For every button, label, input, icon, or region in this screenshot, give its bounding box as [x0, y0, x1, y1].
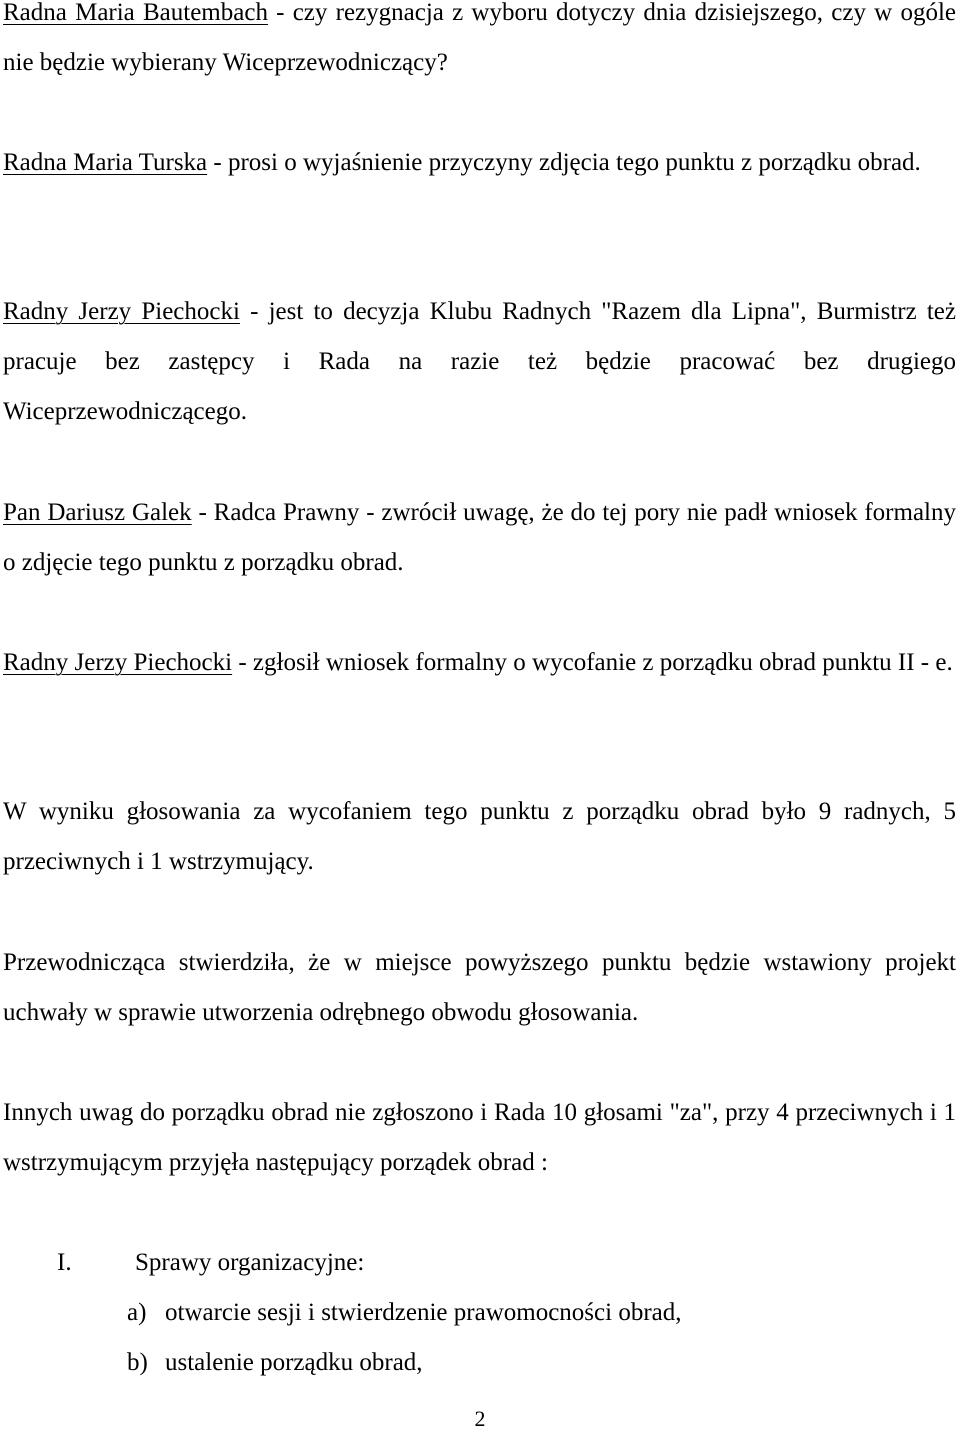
paragraph-text: W wyniku głosowania za wycofaniem tego punktu z porządku obrad było 9 radnych, 5 przeciwnych i 1 wstrzymujący.: [3, 798, 956, 875]
paragraph-agenda-adoption: [3, 1088, 956, 1188]
agenda-section-number: I.: [57, 1249, 72, 1276]
speaker-name: Radna Maria Turska: [3, 149, 208, 176]
paragraph-turska: [3, 138, 956, 188]
paragraph-text: Przewodnicząca stwierdziła, że w miejsce powyższego punktu będzie wstawiony projekt uchwały w sprawie utworzenia odrębnego obwodu głosowania.: [3, 949, 956, 1026]
paragraph-piechocki-2: [3, 638, 956, 688]
paragraph-piechocki-1: [3, 287, 956, 437]
paragraph-galek: [3, 488, 956, 588]
speaker-name: Radna Maria Bautembach: [3, 0, 268, 26]
paragraph-text: - czy rezygnacja z wyboru dotyczy dnia dzisiejszego, czy w ogóle nie będzie wybierany Wiceprzewodniczący?: [3, 0, 956, 76]
paragraph-text: - zgłosił wniosek formalny o wycofanie z porządku obrad punktu II - e.: [232, 649, 953, 676]
paragraph-text: Innych uwag do porządku obrad nie zgłoszono i Rada 10 głosami "za", przy 4 przeciwnych i 1 wstrzymującym przyjęła następujący porządek obrad :: [3, 1099, 956, 1176]
paragraph-voting-result: [3, 787, 956, 887]
agenda-section-title: Sprawy organizacyjne:: [135, 1249, 365, 1276]
page-number: 2: [474, 1406, 486, 1431]
agenda-item-letter: a): [127, 1299, 147, 1326]
agenda-item-text: otwarcie sesji i stwierdzenie prawomocności obrad,: [165, 1299, 682, 1326]
agenda-item-text: ustalenie porządku obrad,: [165, 1349, 423, 1376]
paragraph-text: - jest to decyzja Klubu Radnych "Razem dla Lipna", Burmistrz też pracuje bez zastępcy i Rada na razie też będzie pracować bez drugiego Wiceprzewodniczącego.: [3, 298, 956, 425]
paragraph-text: - Radca Prawny - zwrócił uwagę, że do tej pory nie padł wniosek formalny o zdjęcie tego punktu z porządku obrad.: [3, 499, 956, 576]
paragraph-text: - prosi o wyjaśnienie przyczyny zdjęcia tego punktu z porządku obrad.: [207, 149, 921, 176]
speaker-name: Radny Jerzy Piechocki: [3, 649, 233, 676]
speaker-name: Radny Jerzy Piechocki: [3, 298, 240, 325]
agenda-item-letter: b): [127, 1349, 148, 1376]
paragraph-bautembach: [3, 0, 956, 88]
speaker-name: Pan Dariusz Galek: [3, 499, 192, 526]
paragraph-chair-statement: [3, 938, 956, 1038]
